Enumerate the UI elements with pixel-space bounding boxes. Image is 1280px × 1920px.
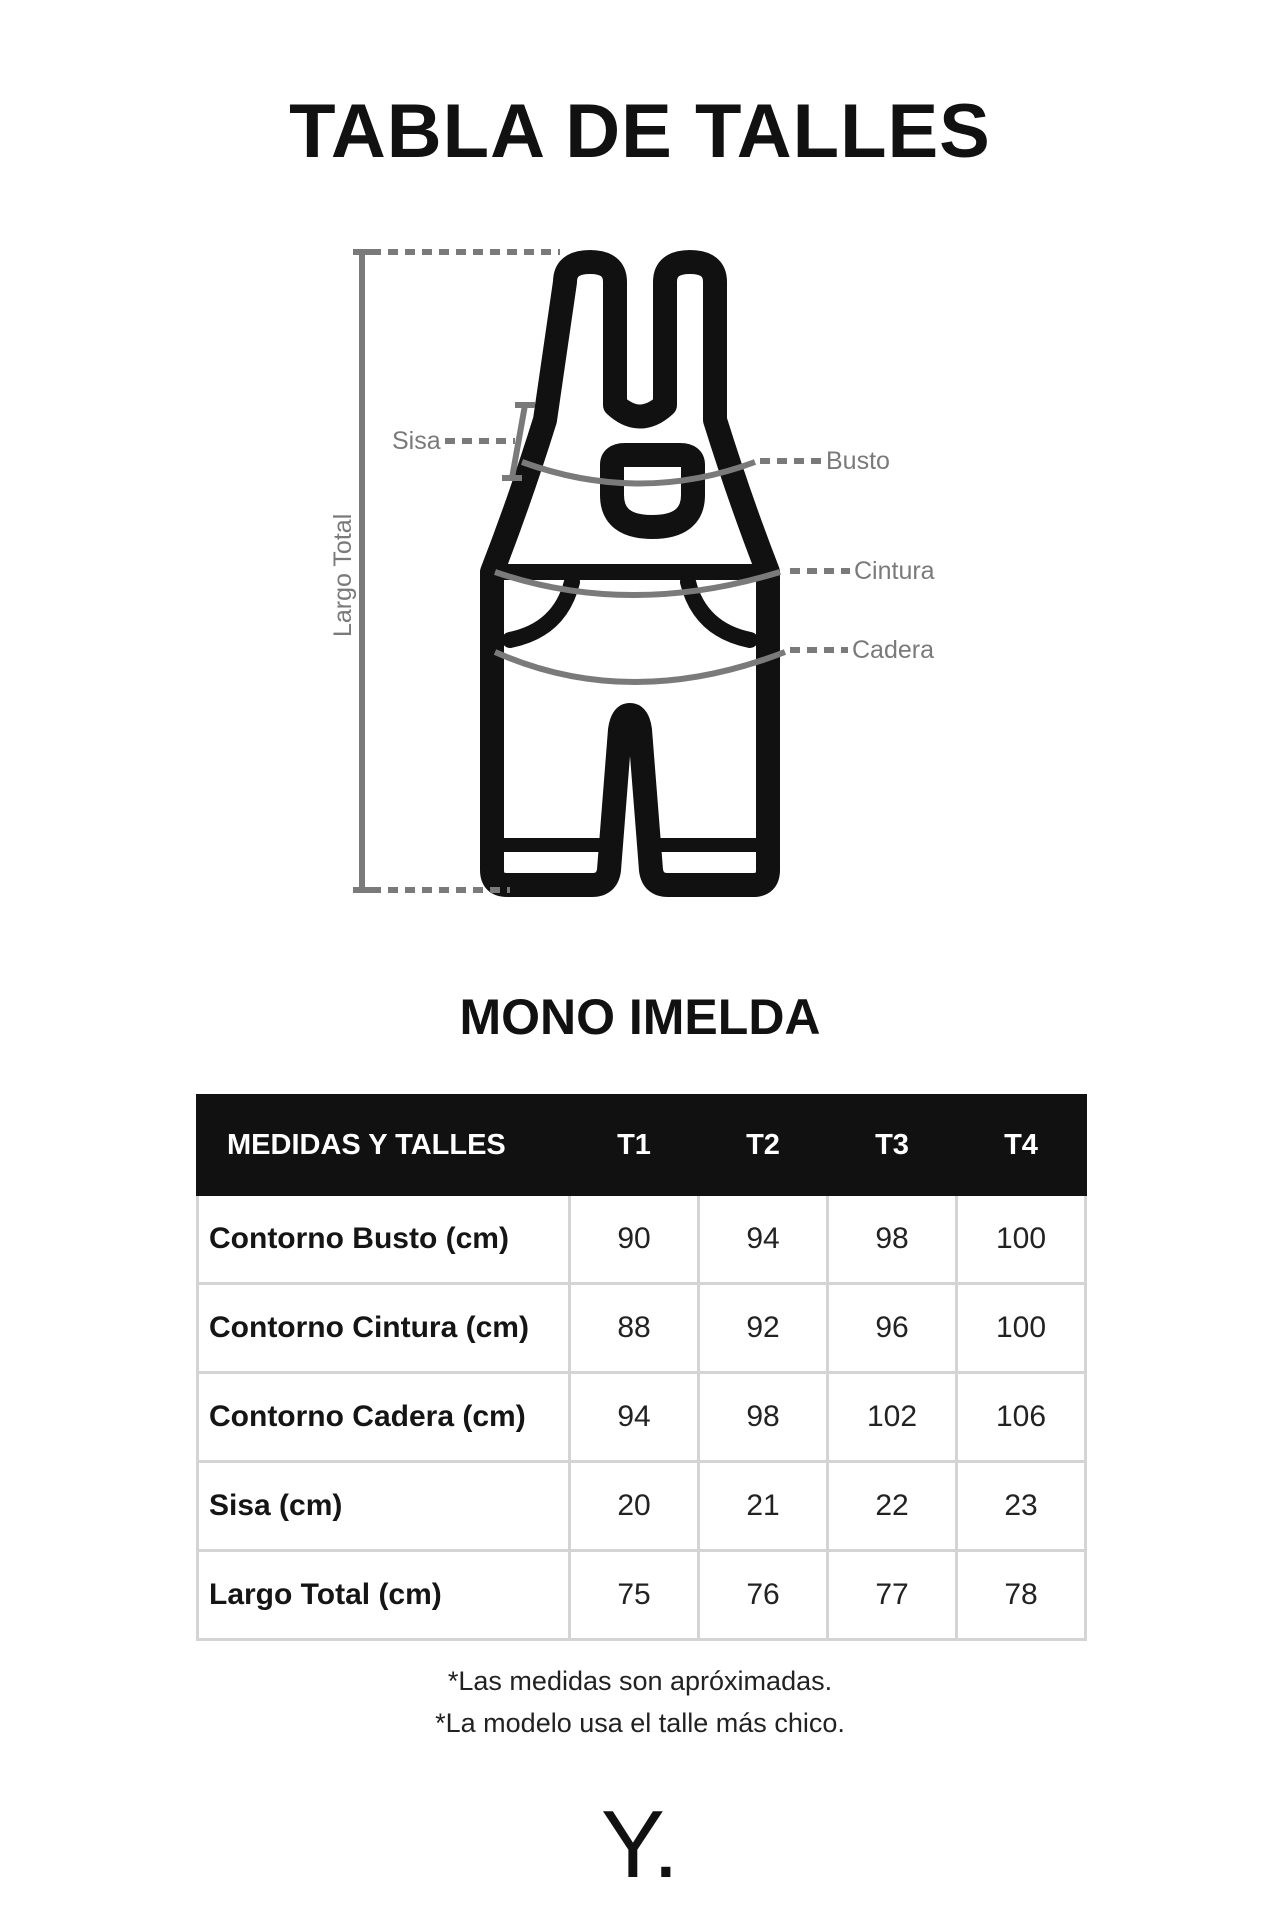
table-row	[198, 1462, 1086, 1551]
row-label: Contorno Cintura (cm)	[198, 1284, 570, 1373]
table-row	[198, 1551, 1086, 1640]
row-label: Largo Total (cm)	[198, 1551, 570, 1640]
table-row	[198, 1373, 1086, 1462]
table-cell: 90	[570, 1195, 699, 1284]
table-cell: 100	[957, 1284, 1086, 1373]
header-t2: T2	[699, 1096, 828, 1195]
label-sisa: Sisa	[392, 427, 441, 455]
header-measures: MEDIDAS Y TALLES	[198, 1096, 570, 1195]
label-busto: Busto	[826, 447, 890, 475]
brand-logo: Y.	[600, 1791, 680, 1898]
size-table	[196, 1094, 1087, 1641]
table-cell: 98	[699, 1373, 828, 1462]
table-cell: 20	[570, 1462, 699, 1551]
label-cintura: Cintura	[854, 557, 935, 585]
header-t4: T4	[957, 1096, 1086, 1195]
garment-diagram	[300, 230, 980, 920]
table-cell: 106	[957, 1373, 1086, 1462]
row-label: Contorno Cadera (cm)	[198, 1373, 570, 1462]
table-cell: 92	[699, 1284, 828, 1373]
table-header-row	[198, 1096, 1086, 1195]
note-model-size: *La modelo usa el talle más chico.	[435, 1708, 845, 1738]
table-cell: 23	[957, 1462, 1086, 1551]
table-cell: 78	[957, 1551, 1086, 1640]
table-cell: 76	[699, 1551, 828, 1640]
header-t1: T1	[570, 1096, 699, 1195]
row-label: Contorno Busto (cm)	[198, 1195, 570, 1284]
table-cell: 88	[570, 1284, 699, 1373]
table-cell: 75	[570, 1551, 699, 1640]
label-largo-total: Largo Total	[329, 513, 357, 637]
table-cell: 94	[570, 1373, 699, 1462]
footnotes	[0, 1660, 1280, 1744]
table-cell: 98	[828, 1195, 957, 1284]
table-cell: 96	[828, 1284, 957, 1373]
table-cell: 21	[699, 1462, 828, 1551]
table-row	[198, 1195, 1086, 1284]
overalls-icon	[492, 262, 768, 885]
page-title: TABLA DE TALLES	[289, 89, 991, 174]
row-label: Sisa (cm)	[198, 1462, 570, 1551]
table-row	[198, 1284, 1086, 1373]
header-t3: T3	[828, 1096, 957, 1195]
product-name: MONO IMELDA	[459, 989, 821, 1045]
table-cell: 102	[828, 1373, 957, 1462]
note-approximate: *Las medidas son apróximadas.	[447, 1666, 833, 1696]
table-cell: 94	[699, 1195, 828, 1284]
label-cadera: Cadera	[852, 636, 934, 664]
table-cell: 100	[957, 1195, 1086, 1284]
table-cell: 22	[828, 1462, 957, 1551]
table-cell: 77	[828, 1551, 957, 1640]
